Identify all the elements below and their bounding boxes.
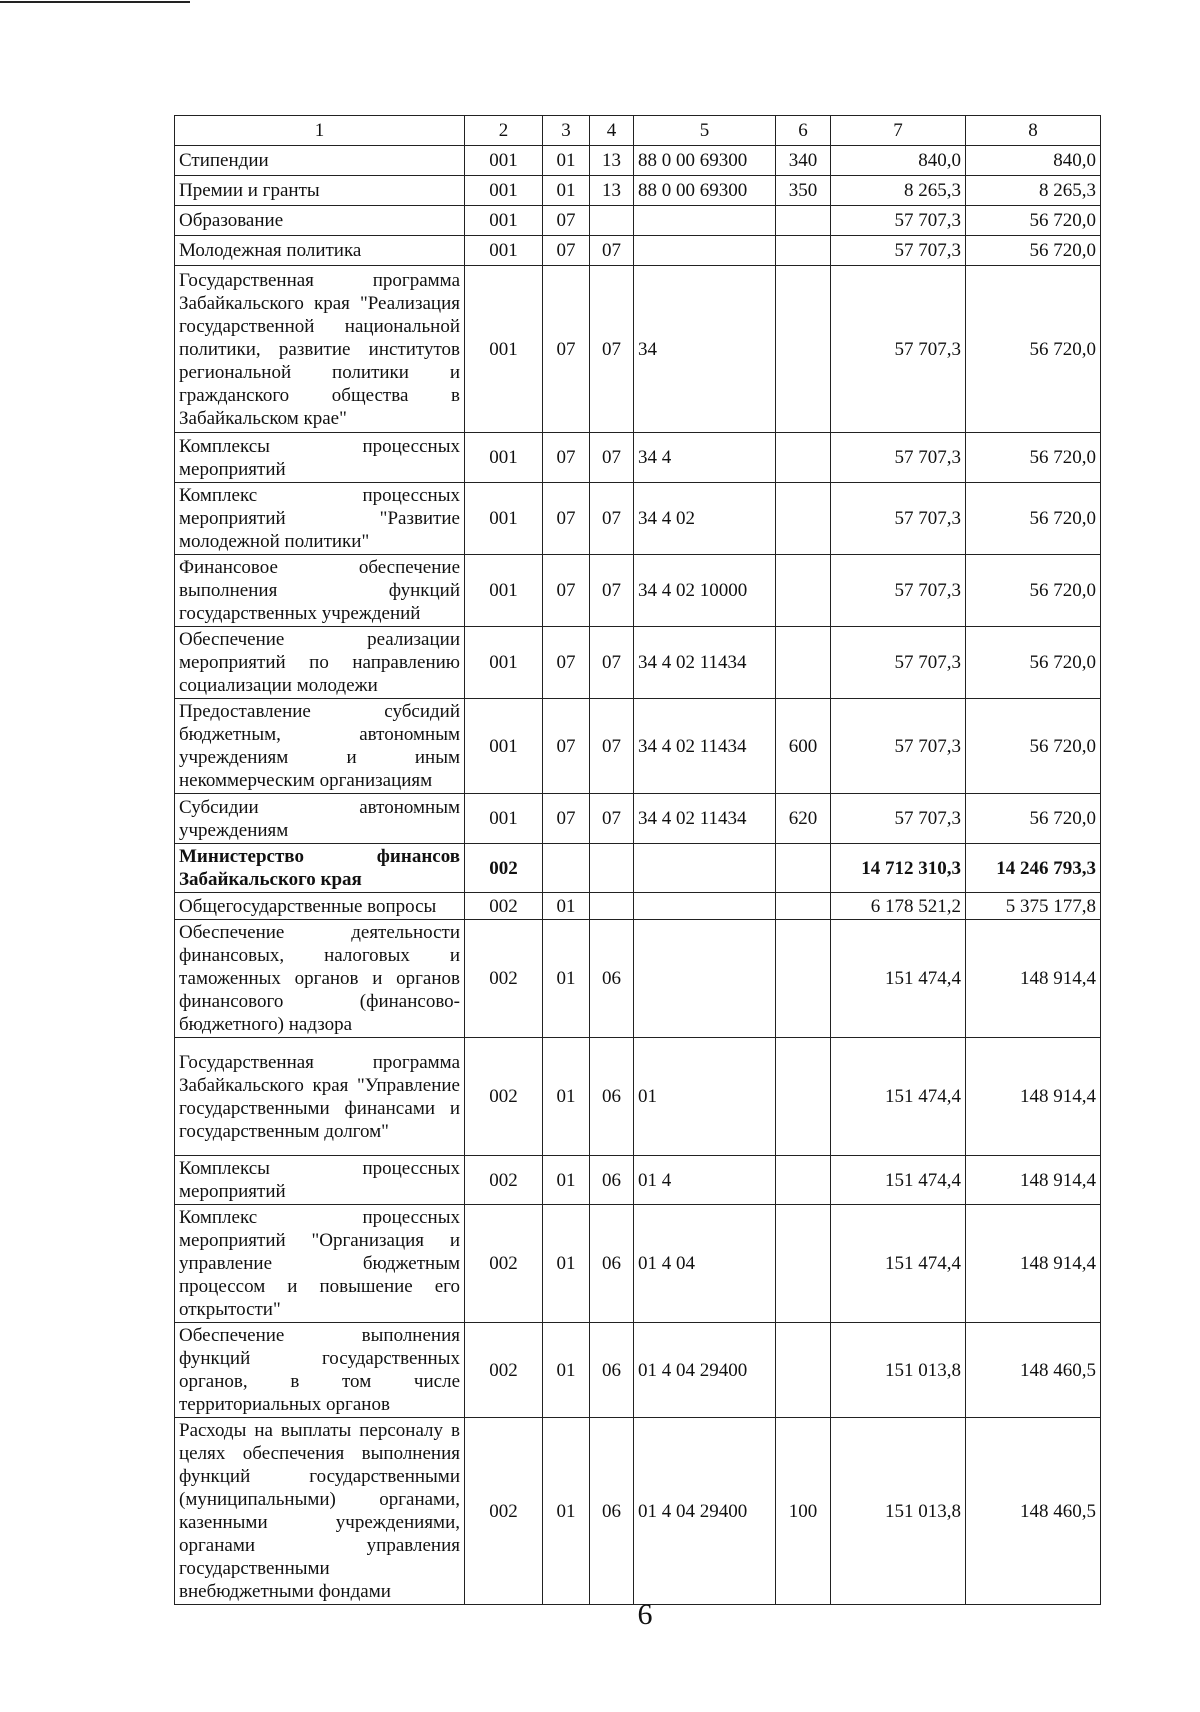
- amount-year-2: 56 720,0: [966, 236, 1101, 266]
- subsection-code: 13: [590, 146, 634, 176]
- ministry-code: 002: [465, 920, 543, 1038]
- amount-year-1: 57 707,3: [831, 236, 966, 266]
- ministry-code: 001: [465, 483, 543, 555]
- target-article-code: [634, 844, 776, 893]
- table-row: [175, 146, 1101, 176]
- table-row: [175, 1205, 1101, 1323]
- row-name: Образование: [175, 206, 465, 236]
- section-code: 07: [543, 206, 590, 236]
- amount-year-2: 148 914,4: [966, 1038, 1101, 1156]
- row-name: Комплексы процессных мероприятий: [175, 1156, 465, 1205]
- amount-year-2: 148 914,4: [966, 1156, 1101, 1205]
- subsection-code: 07: [590, 794, 634, 844]
- section-code: 01: [543, 1205, 590, 1323]
- amount-year-1: 57 707,3: [831, 627, 966, 699]
- amount-year-2: 56 720,0: [966, 794, 1101, 844]
- table-row: [175, 206, 1101, 236]
- table-row: [175, 1323, 1101, 1418]
- section-code: 01: [543, 176, 590, 206]
- amount-year-2: 56 720,0: [966, 433, 1101, 483]
- expense-type-code: [776, 893, 831, 920]
- ministry-code: 002: [465, 844, 543, 893]
- ministry-code: 002: [465, 1156, 543, 1205]
- row-name: Субсидии автономным учреждениям: [175, 794, 465, 844]
- table-row: [175, 555, 1101, 627]
- amount-year-1: 151 474,4: [831, 1156, 966, 1205]
- table-row: [175, 893, 1101, 920]
- section-code: 07: [543, 236, 590, 266]
- section-code: 01: [543, 920, 590, 1038]
- subsection-code: 06: [590, 1156, 634, 1205]
- subsection-code: [590, 206, 634, 236]
- subsection-code: 06: [590, 1418, 634, 1605]
- ministry-code: 001: [465, 176, 543, 206]
- column-header-2: 2: [465, 116, 543, 146]
- table-row: [175, 1038, 1101, 1156]
- expense-type-code: [776, 1323, 831, 1418]
- column-header-3: 3: [543, 116, 590, 146]
- expense-type-code: 620: [776, 794, 831, 844]
- table-row: [175, 266, 1101, 433]
- section-code: [543, 844, 590, 893]
- ministry-code: 001: [465, 555, 543, 627]
- target-article-code: 88 0 00 69300: [634, 146, 776, 176]
- amount-year-1: 57 707,3: [831, 483, 966, 555]
- target-article-code: 01 4 04 29400: [634, 1323, 776, 1418]
- row-name: Премии и гранты: [175, 176, 465, 206]
- table-row: [175, 236, 1101, 266]
- subsection-code: 07: [590, 433, 634, 483]
- table-row: [175, 1418, 1101, 1605]
- section-code: 01: [543, 146, 590, 176]
- subsection-code: 13: [590, 176, 634, 206]
- column-header-8: 8: [966, 116, 1101, 146]
- column-header-6: 6: [776, 116, 831, 146]
- amount-year-2: 56 720,0: [966, 206, 1101, 236]
- target-article-code: 88 0 00 69300: [634, 176, 776, 206]
- amount-year-2: 8 265,3: [966, 176, 1101, 206]
- ministry-code: 001: [465, 433, 543, 483]
- target-article-code: 01 4: [634, 1156, 776, 1205]
- amount-year-1: 57 707,3: [831, 266, 966, 433]
- subsection-code: 07: [590, 627, 634, 699]
- row-name: Комплекс процессных мероприятий "Организация и управление бюджетным процессом и повышение его открытости": [175, 1205, 465, 1323]
- expense-type-code: 100: [776, 1418, 831, 1605]
- amount-year-1: 57 707,3: [831, 555, 966, 627]
- expense-type-code: [776, 627, 831, 699]
- row-name: Предоставление субсидий бюджетным, автономным учреждениям и иным некоммерческим организациям: [175, 699, 465, 794]
- subsection-code: 06: [590, 920, 634, 1038]
- target-article-code: [634, 206, 776, 236]
- section-code: 07: [543, 699, 590, 794]
- table-row: [175, 483, 1101, 555]
- amount-year-2: 148 460,5: [966, 1418, 1101, 1605]
- page-number: 6: [637, 1598, 653, 1631]
- amount-year-1: 8 265,3: [831, 176, 966, 206]
- scan-artifact-line: [0, 1, 190, 3]
- table-body: [175, 116, 1101, 1605]
- row-name: Государственная программа Забайкальского края "Реализация государственной национальной политики, развитие институтов региональной политики и гражданского общества в Забайкальском крае": [175, 266, 465, 433]
- ministry-code: 002: [465, 1205, 543, 1323]
- row-name: Обеспечение деятельности финансовых, налоговых и таможенных органов и органов финансового (финансово-бюджетного) надзора: [175, 920, 465, 1038]
- section-code: 07: [543, 433, 590, 483]
- target-article-code: 34 4 02: [634, 483, 776, 555]
- section-code: 01: [543, 1038, 590, 1156]
- target-article-code: [634, 920, 776, 1038]
- subsection-code: 07: [590, 699, 634, 794]
- expense-type-code: 350: [776, 176, 831, 206]
- amount-year-1: 57 707,3: [831, 433, 966, 483]
- amount-year-2: 56 720,0: [966, 627, 1101, 699]
- subsection-code: 06: [590, 1038, 634, 1156]
- section-code: 01: [543, 893, 590, 920]
- budget-table: [174, 115, 1101, 1605]
- table-row: [175, 844, 1101, 893]
- expense-type-code: [776, 1205, 831, 1323]
- amount-year-1: 57 707,3: [831, 794, 966, 844]
- section-code: 01: [543, 1323, 590, 1418]
- ministry-code: 002: [465, 1323, 543, 1418]
- amount-year-1: 151 474,4: [831, 920, 966, 1038]
- expense-type-code: [776, 206, 831, 236]
- row-name: Расходы на выплаты персоналу в целях обеспечения выполнения функций государственными (муниципальными) органами, казенными учреждениями, органами управления государственными внебюджетными фондами: [175, 1418, 465, 1605]
- ministry-code: 002: [465, 1418, 543, 1605]
- amount-year-2: 14 246 793,3: [966, 844, 1101, 893]
- expense-type-code: [776, 844, 831, 893]
- ministry-code: 001: [465, 794, 543, 844]
- table-row: [175, 176, 1101, 206]
- section-code: 07: [543, 627, 590, 699]
- table-row: [175, 920, 1101, 1038]
- target-article-code: 34: [634, 266, 776, 433]
- expense-type-code: [776, 920, 831, 1038]
- row-name: Комплексы процессных мероприятий: [175, 433, 465, 483]
- ministry-code: 001: [465, 236, 543, 266]
- amount-year-2: 56 720,0: [966, 266, 1101, 433]
- row-name: Обеспечение реализации мероприятий по направлению социализации молодежи: [175, 627, 465, 699]
- expense-type-code: [776, 555, 831, 627]
- subsection-code: [590, 893, 634, 920]
- amount-year-1: 57 707,3: [831, 206, 966, 236]
- target-article-code: 34 4: [634, 433, 776, 483]
- amount-year-2: 5 375 177,8: [966, 893, 1101, 920]
- amount-year-1: 151 474,4: [831, 1038, 966, 1156]
- ministry-code: 001: [465, 206, 543, 236]
- expense-type-code: [776, 236, 831, 266]
- target-article-code: [634, 236, 776, 266]
- section-code: 07: [543, 483, 590, 555]
- subsection-code: 06: [590, 1323, 634, 1418]
- row-name: Государственная программа Забайкальского края "Управление государственными финансами и государственным долгом": [175, 1038, 465, 1156]
- target-article-code: 01: [634, 1038, 776, 1156]
- row-name: Министерство финансов Забайкальского края: [175, 844, 465, 893]
- ministry-code: 001: [465, 627, 543, 699]
- ministry-code: 001: [465, 699, 543, 794]
- expense-type-code: [776, 433, 831, 483]
- amount-year-2: 148 914,4: [966, 1205, 1101, 1323]
- target-article-code: 34 4 02 11434: [634, 627, 776, 699]
- ministry-code: 002: [465, 893, 543, 920]
- target-article-code: 01 4 04 29400: [634, 1418, 776, 1605]
- expense-type-code: [776, 1156, 831, 1205]
- table-header-row: [175, 116, 1101, 146]
- column-header-4: 4: [590, 116, 634, 146]
- expense-type-code: 600: [776, 699, 831, 794]
- ministry-code: 001: [465, 266, 543, 433]
- column-header-5: 5: [634, 116, 776, 146]
- subsection-code: 06: [590, 1205, 634, 1323]
- row-name: Молодежная политика: [175, 236, 465, 266]
- expense-type-code: [776, 483, 831, 555]
- amount-year-2: 840,0: [966, 146, 1101, 176]
- amount-year-2: 56 720,0: [966, 483, 1101, 555]
- section-code: 07: [543, 266, 590, 433]
- subsection-code: 07: [590, 266, 634, 433]
- amount-year-2: 56 720,0: [966, 555, 1101, 627]
- amount-year-1: 6 178 521,2: [831, 893, 966, 920]
- row-name: Стипендии: [175, 146, 465, 176]
- target-article-code: 01 4 04: [634, 1205, 776, 1323]
- target-article-code: 34 4 02 11434: [634, 794, 776, 844]
- table-row: [175, 627, 1101, 699]
- amount-year-1: 57 707,3: [831, 699, 966, 794]
- subsection-code: 07: [590, 483, 634, 555]
- amount-year-2: 148 460,5: [966, 1323, 1101, 1418]
- subsection-code: 07: [590, 236, 634, 266]
- expense-type-code: [776, 266, 831, 433]
- table-row: [175, 433, 1101, 483]
- row-name: Комплекс процессных мероприятий "Развитие молодежной политики": [175, 483, 465, 555]
- amount-year-1: 151 474,4: [831, 1205, 966, 1323]
- amount-year-1: 151 013,8: [831, 1418, 966, 1605]
- ministry-code: 002: [465, 1038, 543, 1156]
- amount-year-2: 56 720,0: [966, 699, 1101, 794]
- target-article-code: 34 4 02 10000: [634, 555, 776, 627]
- table-row: [175, 1156, 1101, 1205]
- expense-type-code: [776, 1038, 831, 1156]
- table-row: [175, 794, 1101, 844]
- amount-year-1: 14 712 310,3: [831, 844, 966, 893]
- subsection-code: 07: [590, 555, 634, 627]
- amount-year-1: 840,0: [831, 146, 966, 176]
- row-name: Общегосударственные вопросы: [175, 893, 465, 920]
- column-header-1: 1: [175, 116, 465, 146]
- section-code: 07: [543, 555, 590, 627]
- row-name: Обеспечение выполнения функций государственных органов, в том числе территориальных органов: [175, 1323, 465, 1418]
- row-name: Финансовое обеспечение выполнения функций государственных учреждений: [175, 555, 465, 627]
- section-code: 01: [543, 1418, 590, 1605]
- target-article-code: 34 4 02 11434: [634, 699, 776, 794]
- column-header-7: 7: [831, 116, 966, 146]
- table-row: [175, 699, 1101, 794]
- expense-type-code: 340: [776, 146, 831, 176]
- subsection-code: [590, 844, 634, 893]
- amount-year-2: 148 914,4: [966, 920, 1101, 1038]
- ministry-code: 001: [465, 146, 543, 176]
- section-code: 01: [543, 1156, 590, 1205]
- amount-year-1: 151 013,8: [831, 1323, 966, 1418]
- target-article-code: [634, 893, 776, 920]
- section-code: 07: [543, 794, 590, 844]
